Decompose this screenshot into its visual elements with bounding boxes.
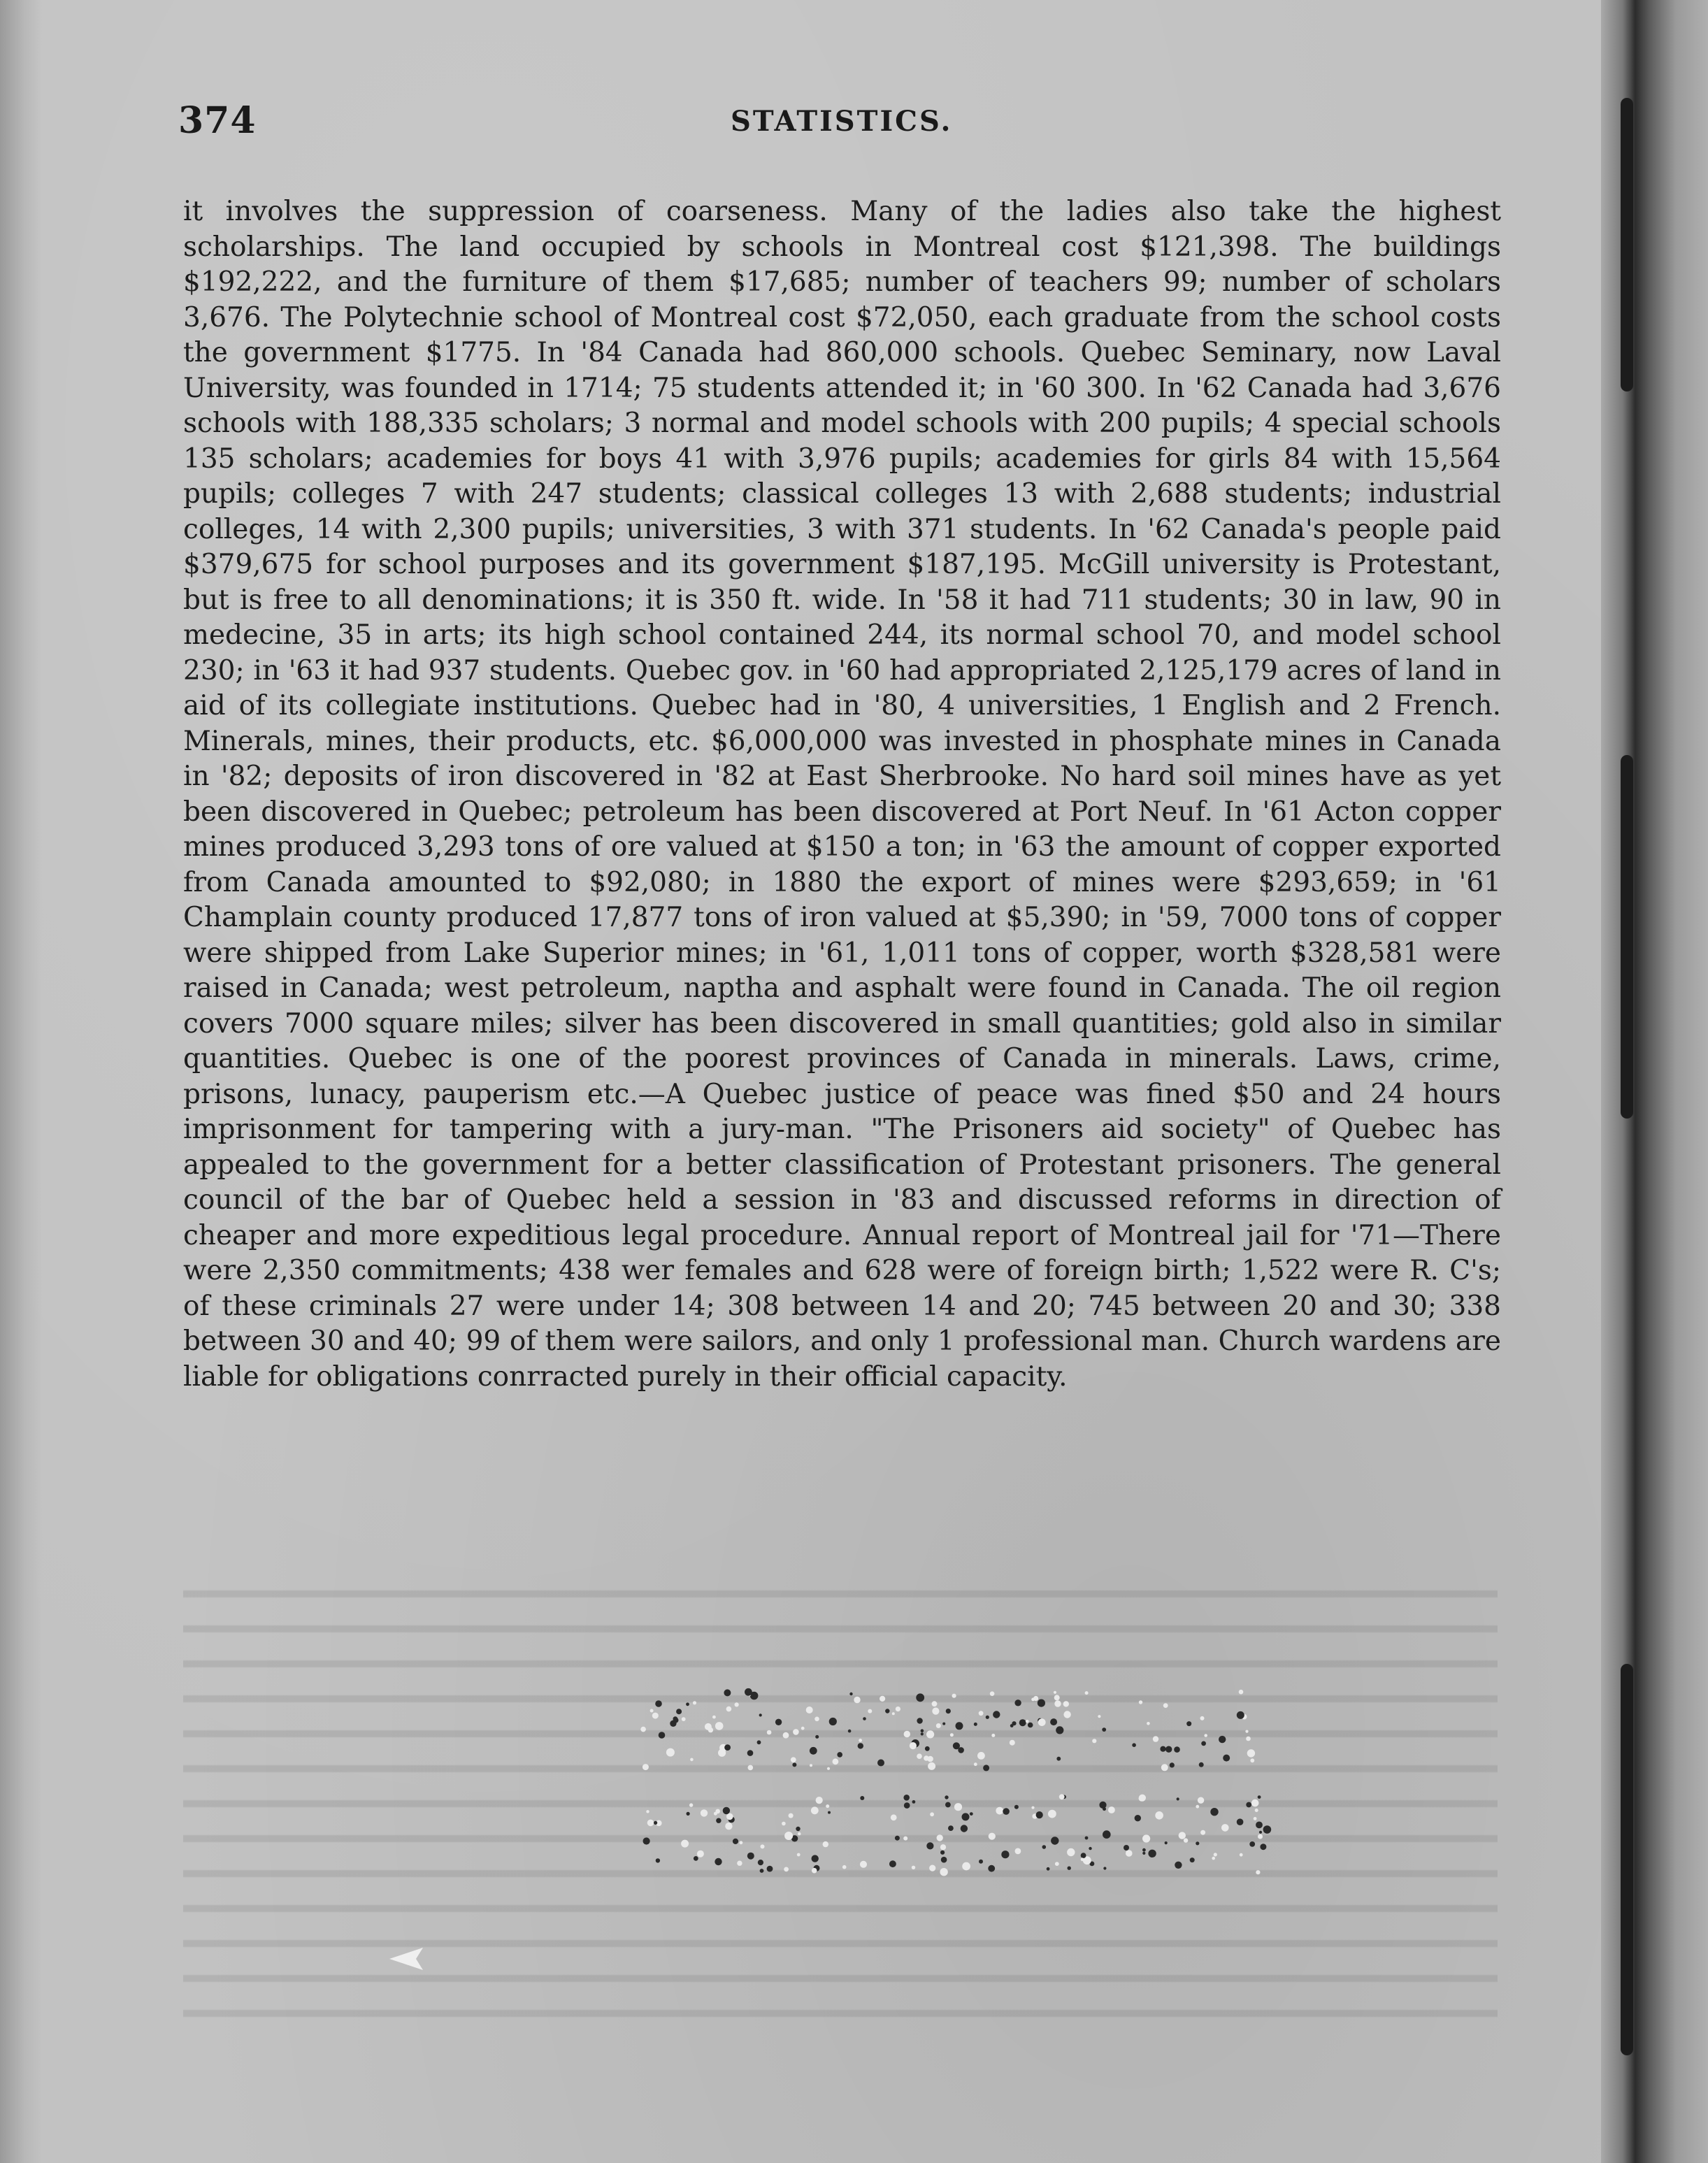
perforation-dot — [1102, 1727, 1106, 1732]
perforation-dot — [676, 1709, 682, 1714]
perforation-dot — [917, 1718, 922, 1723]
perforation-dot — [1089, 1847, 1091, 1850]
perforation-dot — [942, 1723, 945, 1725]
perforation-dot — [1054, 1691, 1056, 1694]
perforation-dot — [1219, 1736, 1226, 1743]
perforation-dot — [759, 1713, 762, 1716]
perforation-dot — [1160, 1746, 1165, 1752]
perforation-dot — [811, 1806, 819, 1814]
spine-tear-mark — [1621, 1664, 1633, 2055]
paper-mark — [388, 1945, 426, 1973]
perforation-dot — [782, 1822, 786, 1826]
perforation-dot — [977, 1752, 985, 1760]
perforation-dot — [733, 1839, 738, 1844]
perforation-dot — [962, 1813, 970, 1820]
perforation-dot — [880, 1696, 885, 1702]
perforation-dot — [812, 1855, 819, 1862]
perforation-dot — [775, 1719, 782, 1725]
perforation-dot — [1099, 1802, 1106, 1809]
perforation-dot — [1200, 1716, 1205, 1720]
perforation-dot — [952, 1694, 956, 1698]
perforation-dot — [1247, 1749, 1255, 1757]
perforation-dot — [896, 1706, 900, 1711]
perforation-dot — [1036, 1811, 1043, 1818]
perforation-dot — [1153, 1736, 1158, 1741]
perforation-dot — [970, 1812, 973, 1816]
perforation-dot — [1139, 1795, 1146, 1802]
perforation-dot — [687, 1812, 690, 1816]
perforation-dot — [848, 1730, 852, 1733]
perforation-dot — [904, 1731, 910, 1737]
perforation-dot — [757, 1740, 761, 1744]
perforation-dot — [783, 1732, 789, 1739]
perforation-dot — [1147, 1722, 1150, 1725]
perforation-dot — [1056, 1726, 1063, 1734]
perforation-dot — [858, 1743, 863, 1748]
perforation-dot — [747, 1853, 754, 1860]
perforation-dot — [940, 1844, 946, 1850]
perforated-stamp — [636, 1678, 1279, 1888]
perforation-dot — [885, 1709, 889, 1713]
perforation-dot — [791, 1757, 796, 1762]
perforation-dot — [1031, 1698, 1035, 1702]
perforation-dot — [1214, 1853, 1217, 1856]
perforation-dot — [945, 1795, 948, 1799]
perforation-dot — [647, 1820, 654, 1827]
perforation-dot — [1165, 1746, 1172, 1753]
perforation-dot — [723, 1807, 730, 1814]
perforation-dot — [816, 1797, 823, 1804]
perforation-dot — [1254, 1817, 1257, 1820]
perforation-dot — [745, 1688, 752, 1696]
perforation-dot — [1258, 1795, 1261, 1799]
perforation-dot — [1056, 1757, 1061, 1761]
perforation-dot — [715, 1722, 724, 1730]
perforation-dot — [974, 1723, 977, 1726]
perforation-dot — [1246, 1802, 1251, 1808]
perforation-dot — [829, 1718, 837, 1725]
perforation-dot — [1249, 1841, 1255, 1847]
perforation-dot — [991, 1734, 995, 1737]
perforation-dot — [827, 1767, 830, 1770]
perforation-dot — [1170, 1762, 1175, 1767]
perforation-dot — [646, 1810, 649, 1813]
perforation-dot — [986, 1716, 989, 1719]
perforation-dot — [1198, 1797, 1204, 1804]
perforation-dot — [989, 1833, 996, 1840]
perforation-dot — [958, 1747, 964, 1753]
perforation-dot — [1063, 1701, 1069, 1706]
perforation-dot — [990, 1691, 995, 1696]
perforation-dot — [758, 1860, 763, 1865]
perforation-dot — [904, 1802, 910, 1809]
perforation-dot — [1068, 1867, 1071, 1870]
perforation-dot — [640, 1727, 646, 1732]
perforation-dot — [925, 1746, 930, 1751]
perforation-dot — [849, 1693, 852, 1695]
perforation-dot — [1048, 1810, 1056, 1818]
perforation-dot — [946, 1709, 951, 1713]
spine-tear-mark — [1621, 755, 1633, 1119]
perforation-dot — [993, 1711, 1000, 1718]
perforation-dot — [715, 1858, 722, 1865]
perforation-dot — [937, 1834, 943, 1841]
perforation-dot — [725, 1823, 732, 1830]
perforation-dot — [1103, 1867, 1106, 1869]
perforation-dot — [1001, 1851, 1009, 1858]
perforation-dot — [1132, 1743, 1136, 1747]
perforation-dot — [1003, 1808, 1010, 1815]
perforation-dot — [659, 1732, 666, 1739]
perforation-dot — [767, 1730, 772, 1735]
perforation-dot — [826, 1804, 829, 1808]
perforation-dot — [860, 1861, 867, 1868]
perforation-dot — [1245, 1730, 1248, 1733]
perforation-dot — [1047, 1867, 1050, 1871]
perforation-dot — [673, 1716, 678, 1721]
perforation-dot — [705, 1723, 712, 1730]
perforation-dot — [643, 1764, 649, 1770]
perforation-dot — [740, 1841, 743, 1844]
perforation-dot — [815, 1735, 819, 1739]
perforation-dot — [1055, 1862, 1059, 1866]
perforation-dot — [1148, 1850, 1156, 1857]
perforation-dot — [1038, 1700, 1045, 1707]
perforation-dot — [767, 1866, 773, 1872]
perforation-dot — [860, 1796, 864, 1800]
perforation-dot — [1161, 1764, 1168, 1771]
perforation-dot — [954, 1803, 962, 1811]
perforation-dot — [1259, 1831, 1262, 1834]
perforation-dot — [1108, 1806, 1115, 1813]
perforation-dot — [761, 1844, 765, 1848]
perforation-dot — [891, 1814, 897, 1820]
perforation-dot — [806, 1706, 813, 1713]
perforation-dot — [726, 1813, 733, 1820]
perforation-dot — [996, 1807, 1003, 1815]
perforation-dot — [714, 1812, 717, 1816]
perforation-dot — [1223, 1755, 1230, 1762]
perforation-dot — [940, 1868, 947, 1876]
perforation-dot — [1063, 1711, 1070, 1718]
perforation-dot — [892, 1712, 895, 1715]
perforation-dot — [1142, 1848, 1146, 1852]
perforation-dot — [796, 1827, 800, 1831]
perforation-dot — [689, 1803, 693, 1806]
perforation-dot — [1155, 1811, 1163, 1820]
perforation-dot — [643, 1837, 650, 1844]
perforation-dot — [1250, 1758, 1254, 1762]
perforation-dot — [1212, 1857, 1215, 1860]
perforation-dot — [1255, 1809, 1258, 1812]
perforation-dot — [1204, 1734, 1207, 1737]
perforation-dot — [889, 1860, 896, 1867]
perforation-dot — [1165, 1841, 1168, 1844]
perforation-dot — [724, 1744, 731, 1751]
perforation-dot — [650, 1709, 654, 1713]
perforation-dot — [1050, 1718, 1057, 1725]
perforation-dot — [859, 1739, 862, 1742]
perforation-dot — [1190, 1857, 1195, 1862]
perforation-dot — [941, 1857, 947, 1863]
perforation-dot — [962, 1862, 970, 1871]
perforation-dot — [983, 1765, 989, 1771]
perforation-dot — [747, 1750, 754, 1756]
perforation-dot — [928, 1762, 935, 1770]
perforation-dot — [1054, 1700, 1061, 1706]
perforation-dot — [686, 1702, 689, 1706]
page-left-edge-shadow — [0, 0, 42, 2163]
perforation-dot — [948, 1825, 954, 1831]
perforation-dot — [1142, 1852, 1145, 1855]
perforation-dot — [1260, 1844, 1266, 1850]
perforation-dot — [1067, 1848, 1075, 1856]
perforation-dot — [945, 1802, 951, 1808]
perforation-dot — [1184, 1838, 1188, 1842]
perforation-dot — [1103, 1830, 1111, 1839]
perforation-dot — [666, 1748, 675, 1757]
perforation-dot — [903, 1837, 907, 1841]
perforation-dot — [1199, 1762, 1204, 1767]
perforation-dot — [1081, 1853, 1086, 1858]
perforation-dot — [1135, 1815, 1141, 1821]
perforation-dot — [828, 1811, 831, 1814]
perforation-dot — [1186, 1721, 1191, 1726]
perforation-dot — [1098, 1715, 1100, 1718]
perforation-dot — [924, 1755, 929, 1761]
perforation-dot — [921, 1729, 924, 1732]
perforation-dot — [1042, 1845, 1047, 1849]
perforation-dot — [737, 1861, 742, 1866]
perforation-dot — [690, 1758, 694, 1762]
perforation-dot — [979, 1711, 984, 1716]
perforation-dot — [1059, 1794, 1065, 1799]
perforation-dot — [1177, 1797, 1179, 1800]
perforation-dot — [1196, 1841, 1199, 1845]
perforation-dot — [842, 1865, 847, 1869]
perforation-dot — [654, 1821, 657, 1825]
perforation-dot — [724, 1689, 731, 1696]
perforation-dot — [1019, 1719, 1026, 1726]
perforation-dot — [652, 1713, 659, 1719]
perforation-dot — [917, 1753, 922, 1759]
body-paragraph: it involves the suppression of coarseness. Many of the ladies also take the highest scholarships. The land occupied by schools in Montreal cost $121,398. The buildings $192,222, and the furniture of them $17,685; number of teachers 99; number of scholars 3,676. The Polytechnie school of Montreal cost $72,050, each graduate from the school costs the government $1775. In '84 Canada had 860,000 schools. Quebec Seminary, now Laval University, was founded in 1714; 75 students attended it; in '60 300. In '62 Canada had 3,676 schools with 188,335 scholars; 3 normal and model schools with 200 pupils; 4 special schools 135 scholars; academies for boys 41 with 3,976 pupils; academies for girls 84 with 15,564 pupils; colleges 7 with 247 students; classical colleges 13 with 2,688 students; industrial colleges, 14 with 2,300 pupils; universities, 3 with 371 students. In '62 Canada's people paid $379,675 for school purposes and its government $187,195. McGill university is Protestant, but is free to all denominations; it is 350 ft. wide. In '58 it had 711 students; 30 in law, 90 in medecine, 35 in arts; its high school contained 244, its normal school 70, and model school 230; in '63 it had 937 students. Quebec gov. in '60 had appropriated 2,125,179 acres of land in aid of its collegiate institutions. Quebec had in '80, 4 universities, 1 English and 2 French. Minerals, mines, their products, etc. $6,000,000 was invested in phosphate mines in Canada in '82; deposits of iron discovered in '82 at East Sherbrooke. No hard soil mines have as yet been discovered in Quebec; petroleum has been discovered at Port Neuf. In '61 Acton copper mines produced 3,293 tons of ore valued at $150 a ton; in '63 the amount of copper exported from Canada amounted to $92,080; in 1880 the export of mines were $293,659; in '61 Champlain county produced 17,877 tons of iron valued at $5,390; in '59, 7000 tons of copper were shipped from Lake Superior mines; in '61, 1,011 tons of copper, worth $328,581 were raised in Canada; west petroleum, naptha and asphalt were found in Canada. The oil region covers 7000 square miles; silver has been discovered in small quantities; gold also in similar quantities. Quebec is one of the poorest provinces of Canada in minerals. Laws, crime, prisons, lunacy, pauperism etc.—A Quebec justice of peace was fined $50 and 24 hours imprisonment for tampering with a jury-man. "The Prisoners aid society" of Quebec has appealed to the government for a better classification of Protestant prisoners. The general council of the bar of Quebec held a session in '83 and discussed reforms in direction of cheaper and more expeditious legal procedure. Annual report of Montreal jail for '71—There were 2,350 commitments; 438 wer females and 628 were of foreign birth; 1,522 were R. C's; of these criminals 27 were under 14; 308 between 14 and 20; 745 between 20 and 30; 338 between 30 and 40; 99 of them were sailors, and only 1 professional man. Church wardens are liable for obligations conrracted purely in their official capacity. — [183, 196, 1501, 1393]
perforation-dot — [1240, 1853, 1243, 1857]
perforation-dot — [1196, 1805, 1199, 1809]
perforation-dot — [1085, 1837, 1089, 1840]
perforation-dot — [1237, 1818, 1244, 1825]
perforation-dot — [810, 1747, 817, 1755]
perforation-dot — [854, 1697, 860, 1703]
perforation-dot — [1246, 1737, 1251, 1741]
perforation-dot — [833, 1758, 839, 1765]
perforation-dot — [1221, 1824, 1229, 1832]
perforation-dot — [1015, 1848, 1021, 1855]
perforation-dot — [926, 1730, 934, 1738]
spine-tear-mark — [1621, 98, 1633, 391]
perforation-dot — [726, 1706, 732, 1712]
perforation-dot — [988, 1865, 995, 1872]
perforation-dot — [716, 1818, 721, 1823]
perforation-dot — [1258, 1834, 1263, 1839]
perforation-dot — [792, 1762, 796, 1767]
perforation-dot — [1142, 1834, 1150, 1842]
perforation-dot — [789, 1813, 794, 1818]
perforation-dot — [932, 1701, 938, 1706]
perforation-dot — [748, 1765, 754, 1771]
perforation-dot — [903, 1795, 910, 1801]
perforation-dot — [656, 1858, 660, 1862]
perforation-dot — [797, 1853, 801, 1857]
perforation-dot — [837, 1752, 842, 1758]
perforation-dot — [950, 1733, 954, 1737]
perforation-dot — [932, 1708, 939, 1715]
perforation-dot — [1085, 1691, 1089, 1695]
perforation-dot — [863, 1717, 866, 1720]
running-head: STATISTICS. — [731, 105, 953, 138]
perforation-dot — [1239, 1690, 1244, 1695]
perforation-dot — [760, 1869, 764, 1873]
perforation-dot — [1026, 1720, 1029, 1723]
perforation-dot — [812, 1868, 817, 1874]
perforation-dot — [912, 1800, 916, 1804]
perforation-dot — [1010, 1724, 1014, 1727]
perforation-dot — [1081, 1857, 1084, 1861]
perforation-dot — [784, 1867, 789, 1872]
perforation-dot — [701, 1809, 708, 1816]
perforation-dot — [1124, 1845, 1129, 1851]
perforation-dot — [1256, 1870, 1260, 1874]
perforation-dot — [655, 1700, 662, 1707]
perforation-dot — [956, 1722, 963, 1730]
perforation-dot — [697, 1851, 704, 1857]
perforation-dot — [974, 1762, 977, 1766]
perforation-dot — [921, 1732, 924, 1735]
perforation-dot — [1014, 1700, 1021, 1706]
perforation-dot — [979, 1860, 983, 1864]
perforation-dot — [1200, 1830, 1205, 1835]
perforation-dot — [1179, 1832, 1186, 1839]
perforation-dot — [694, 1856, 698, 1861]
perforation-dot — [814, 1717, 819, 1722]
perforation-dot — [940, 1851, 945, 1855]
perforation-dot — [693, 1701, 696, 1704]
perforation-dot — [1092, 1739, 1096, 1743]
perforation-dot — [936, 1723, 941, 1728]
perforation-dot — [1210, 1808, 1218, 1816]
perforation-dot — [1054, 1695, 1060, 1700]
perforation-dot — [784, 1832, 793, 1840]
perforation-dot — [1010, 1740, 1015, 1746]
book-spine — [1601, 0, 1708, 2163]
perforation-dot — [1201, 1741, 1206, 1746]
page-number: 374 — [178, 99, 257, 142]
perforation-dot — [912, 1866, 915, 1869]
perforation-dot — [798, 1832, 801, 1836]
perforation-dot — [1174, 1746, 1180, 1753]
perforation-dot — [1028, 1723, 1033, 1728]
perforation-dot — [810, 1764, 812, 1767]
perforation-dot — [1038, 1718, 1046, 1726]
perforation-dot — [926, 1842, 933, 1849]
perforation-dot — [682, 1717, 686, 1721]
perforation-dot — [793, 1729, 799, 1735]
perforation-dot — [681, 1840, 689, 1848]
perforation-dot — [1031, 1806, 1034, 1809]
perforation-dot — [961, 1825, 968, 1832]
perforation-dot — [712, 1716, 716, 1719]
perforation-dot — [1163, 1703, 1168, 1708]
perforation-dot — [910, 1742, 917, 1749]
perforation-dot — [1256, 1822, 1263, 1829]
perforation-dot — [895, 1836, 900, 1841]
perforation-dot — [801, 1727, 805, 1730]
perforation-dot — [1051, 1837, 1058, 1844]
perforation-dot — [877, 1760, 884, 1767]
perforation-dot — [930, 1812, 934, 1816]
perforation-dot — [823, 1841, 828, 1847]
perforation-dot — [929, 1865, 935, 1871]
perforation-dot — [1126, 1850, 1133, 1857]
perforation-dot — [1251, 1799, 1259, 1807]
perforation-dot — [868, 1709, 872, 1713]
perforation-dot — [1139, 1700, 1142, 1704]
perforation-dot — [1175, 1862, 1182, 1869]
perforation-dot — [735, 1702, 739, 1706]
perforated-stamp-dots — [636, 1678, 1279, 1888]
perforation-dot — [1014, 1805, 1019, 1809]
body-text-block — [183, 194, 1501, 1395]
perforation-dot — [1237, 1711, 1244, 1719]
perforation-dot — [916, 1693, 924, 1702]
perforation-dot — [1263, 1825, 1272, 1834]
